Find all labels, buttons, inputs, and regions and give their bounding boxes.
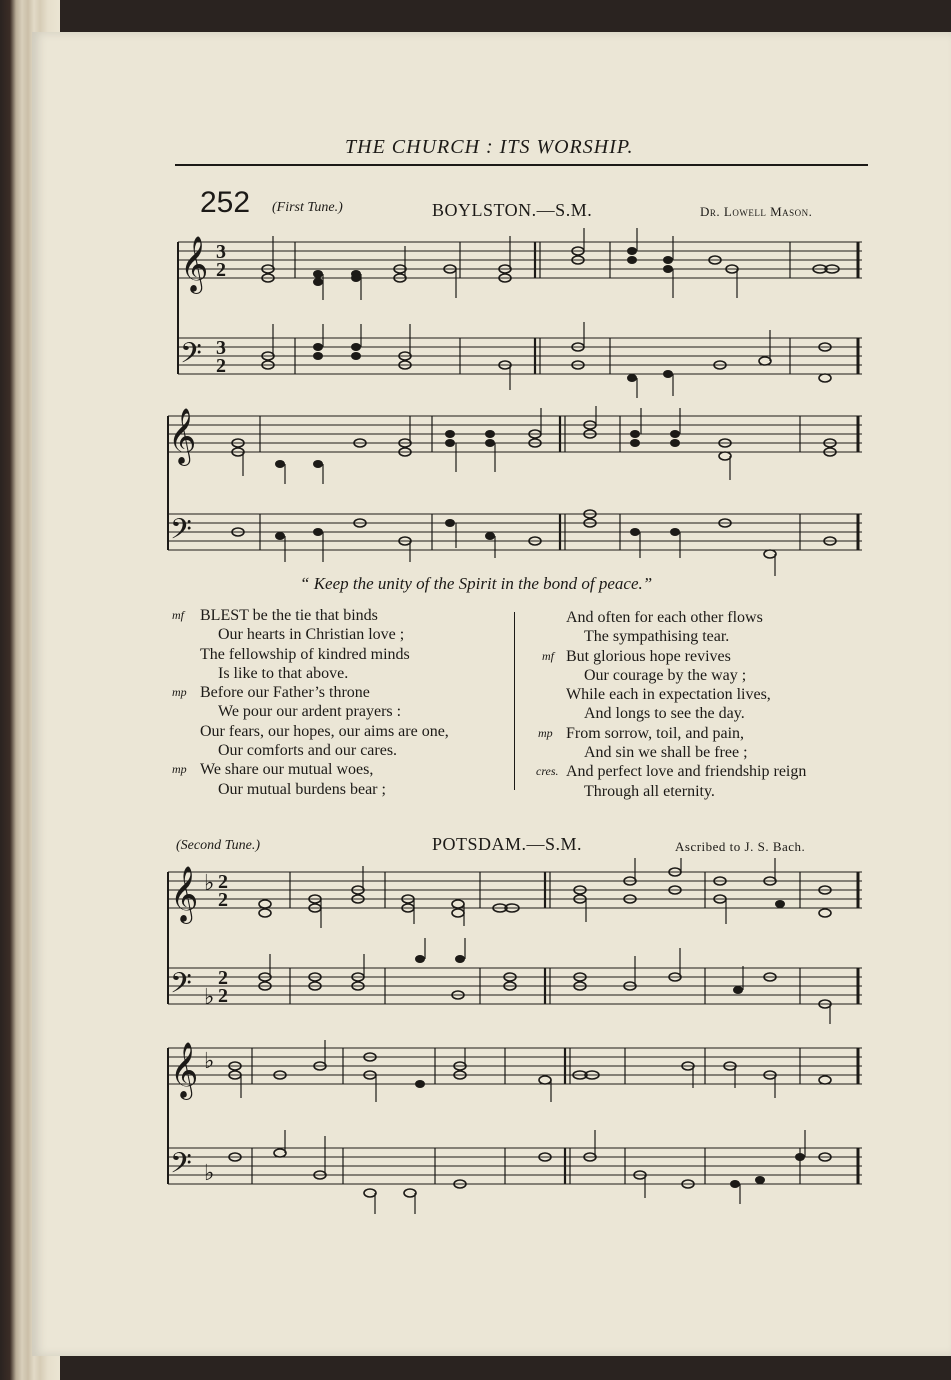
svg-text:2: 2	[218, 889, 228, 911]
verse-line: The fellowship of kindred minds	[200, 645, 410, 663]
column-divider	[514, 612, 515, 790]
system1-bass-staff	[178, 338, 862, 374]
second-tune-composer	[675, 839, 805, 855]
first-tune-note: (First Tune.)	[272, 200, 343, 215]
second-tune-name: POTSDAM.—S.M.	[432, 834, 583, 854]
first-tune-composer: Dr. Lowell Mason.	[700, 204, 813, 219]
verse-line: Our fears, our hopes, our aims are one,	[200, 722, 449, 740]
bass-clef-icon: 𝄢	[170, 1147, 192, 1187]
dynamic-marking: cres.	[536, 764, 559, 779]
verse-line: Is like to that above.	[218, 664, 349, 682]
hymn-number: 252	[200, 186, 251, 219]
svg-text:2: 2	[216, 259, 226, 281]
treble-clef-icon: 𝄞	[170, 866, 199, 922]
treble-clef-icon: 𝄞	[168, 408, 197, 464]
first-tune-name: BOYLSTON.—S.M.	[432, 200, 593, 220]
verse-line: Our hearts in Christian love ;	[218, 626, 405, 644]
verse-line: While each in expectation lives,	[566, 686, 771, 704]
verse-line: We share our mutual woes,	[200, 761, 374, 779]
boylston-score	[160, 228, 870, 583]
composer-text: Ascribed to J. S. Bach.	[675, 839, 806, 854]
flat-icon: ♭	[204, 1161, 215, 1186]
header-rule	[175, 164, 868, 166]
treble-clef-icon: 𝄞	[170, 1042, 199, 1098]
dynamic-marking: mp	[538, 725, 553, 740]
verse-line: BLEST be the tie that binds	[200, 607, 378, 624]
dynamic-marking: mp	[172, 685, 187, 700]
verse-line: Through all eternity.	[584, 782, 715, 800]
flat-icon: ♭	[204, 871, 215, 896]
verse-line: But glorious hope revives	[566, 647, 731, 665]
bass-clef-icon: 𝄢	[170, 967, 192, 1007]
dynamic-marking: mf	[542, 648, 554, 663]
verse-line: Our comforts and our cares.	[218, 742, 398, 760]
treble-clef-icon: 𝄞	[180, 236, 209, 292]
svg-text:2: 2	[218, 985, 228, 1007]
second-tune-note: (Second Tune.)	[176, 838, 260, 853]
dynamic-marking: mp	[172, 762, 187, 777]
flat-icon: ♭	[204, 985, 215, 1010]
verse-line: Our courage by the way ;	[584, 666, 747, 684]
system1-treble-staff	[178, 242, 862, 278]
dynamic-marking: mf	[172, 608, 184, 622]
verse-line: The sympathising tear.	[584, 628, 730, 646]
verse-line: From sorrow, toil, and pain,	[566, 724, 745, 742]
verses-right-column	[536, 608, 806, 801]
svg-text:3: 3	[216, 337, 226, 359]
svg-text:2: 2	[218, 967, 228, 989]
verse-line: And sin we shall be free ;	[584, 744, 748, 762]
scripture-motto: “ Keep the unity of the Spirit in the bond of peace.”	[300, 574, 653, 593]
bass-clef-icon: 𝄢	[170, 513, 192, 553]
svg-text:2: 2	[216, 355, 226, 377]
verse-line: Before our Father’s throne	[200, 684, 370, 702]
bass-clef-icon: 𝄢	[180, 337, 202, 377]
svg-text:2: 2	[218, 871, 228, 893]
potsdam-score	[160, 858, 870, 1218]
verse-line: And longs to see the day.	[584, 705, 745, 723]
verse-line: And often for each other flows	[566, 609, 763, 626]
verses-left-column	[172, 606, 449, 799]
running-head: THE CHURCH : ITS WORSHIP.	[345, 136, 634, 158]
verse-line: Our mutual burdens bear ;	[218, 780, 386, 798]
verse-line: And perfect love and friendship reign	[566, 763, 807, 781]
verse-line: We pour our ardent prayers :	[218, 703, 402, 721]
flat-icon: ♭	[204, 1049, 215, 1074]
svg-text:3: 3	[216, 241, 226, 263]
